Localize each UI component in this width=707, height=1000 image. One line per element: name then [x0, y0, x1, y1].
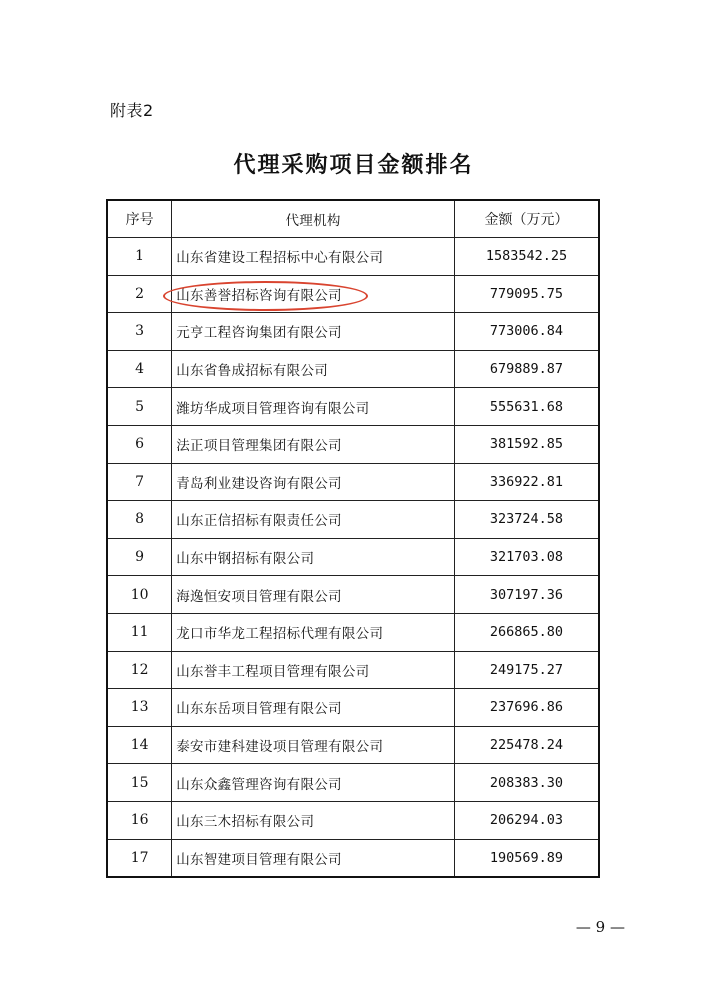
row-seq: 13 — [107, 689, 172, 727]
row-seq: 12 — [107, 651, 172, 689]
table-row — [107, 801, 599, 839]
table-row — [107, 425, 599, 463]
table-header-row — [107, 200, 599, 238]
row-amount: 381592.85 — [454, 425, 599, 463]
row-agent: 潍坊华成项目管理咨询有限公司 — [172, 388, 455, 426]
row-agent: 元亨工程咨询集团有限公司 — [172, 313, 455, 351]
table-row — [107, 689, 599, 727]
row-amount: 321703.08 — [454, 538, 599, 576]
table-row — [107, 726, 599, 764]
page-number: — 9 — — [575, 918, 625, 936]
row-amount: 1583542.25 — [454, 238, 599, 276]
row-amount: 266865.80 — [454, 613, 599, 651]
row-amount: 307197.36 — [454, 576, 599, 614]
row-seq: 15 — [107, 764, 172, 802]
row-agent: 龙口市华龙工程招标代理有限公司 — [172, 613, 455, 651]
table-row — [107, 613, 599, 651]
row-seq: 14 — [107, 726, 172, 764]
row-seq: 10 — [107, 576, 172, 614]
header-amount: 金额（万元） — [454, 200, 599, 238]
row-agent: 山东善誉招标咨询有限公司 — [172, 275, 455, 313]
row-amount: 225478.24 — [454, 726, 599, 764]
row-seq: 7 — [107, 463, 172, 501]
row-amount: 190569.89 — [454, 839, 599, 877]
row-amount: 206294.03 — [454, 801, 599, 839]
header-agent: 代理机构 — [172, 200, 455, 238]
ranking-table — [106, 199, 600, 878]
row-amount: 208383.30 — [454, 764, 599, 802]
row-amount: 249175.27 — [454, 651, 599, 689]
table-row — [107, 238, 599, 276]
row-amount: 555631.68 — [454, 388, 599, 426]
row-seq: 8 — [107, 501, 172, 539]
row-amount: 336922.81 — [454, 463, 599, 501]
row-amount: 237696.86 — [454, 689, 599, 727]
table-row — [107, 839, 599, 877]
row-seq: 11 — [107, 613, 172, 651]
row-seq: 1 — [107, 238, 172, 276]
row-agent: 山东东岳项目管理有限公司 — [172, 689, 455, 727]
page-title: 代理采购项目金额排名 — [233, 153, 474, 178]
table-row — [107, 350, 599, 388]
row-agent: 山东正信招标有限责任公司 — [172, 501, 455, 539]
row-seq: 9 — [107, 538, 172, 576]
table-row — [107, 388, 599, 426]
table-row — [107, 463, 599, 501]
table-row — [107, 275, 599, 313]
row-seq: 2 — [107, 275, 172, 313]
row-agent: 山东中钢招标有限公司 — [172, 538, 455, 576]
table-row — [107, 501, 599, 539]
appendix-label: 附表2 — [110, 101, 154, 120]
row-agent: 山东誉丰工程项目管理有限公司 — [172, 651, 455, 689]
table-row — [107, 538, 599, 576]
row-seq: 16 — [107, 801, 172, 839]
header-seq: 序号 — [107, 200, 172, 238]
table-row — [107, 764, 599, 802]
row-agent: 海逸恒安项目管理有限公司 — [172, 576, 455, 614]
row-amount: 323724.58 — [454, 501, 599, 539]
row-seq: 17 — [107, 839, 172, 877]
row-agent: 泰安市建科建设项目管理有限公司 — [172, 726, 455, 764]
row-agent: 山东智建项目管理有限公司 — [172, 839, 455, 877]
row-agent: 山东省建设工程招标中心有限公司 — [172, 238, 455, 276]
row-seq: 4 — [107, 350, 172, 388]
row-agent: 山东众鑫管理咨询有限公司 — [172, 764, 455, 802]
row-amount: 779095.75 — [454, 275, 599, 313]
table-row — [107, 576, 599, 614]
table-row — [107, 313, 599, 351]
row-amount: 679889.87 — [454, 350, 599, 388]
table-row — [107, 651, 599, 689]
row-agent: 法正项目管理集团有限公司 — [172, 425, 455, 463]
row-agent: 山东省鲁成招标有限公司 — [172, 350, 455, 388]
row-seq: 3 — [107, 313, 172, 351]
row-amount: 773006.84 — [454, 313, 599, 351]
row-agent: 山东三木招标有限公司 — [172, 801, 455, 839]
row-agent: 青岛利业建设咨询有限公司 — [172, 463, 455, 501]
row-seq: 6 — [107, 425, 172, 463]
row-seq: 5 — [107, 388, 172, 426]
